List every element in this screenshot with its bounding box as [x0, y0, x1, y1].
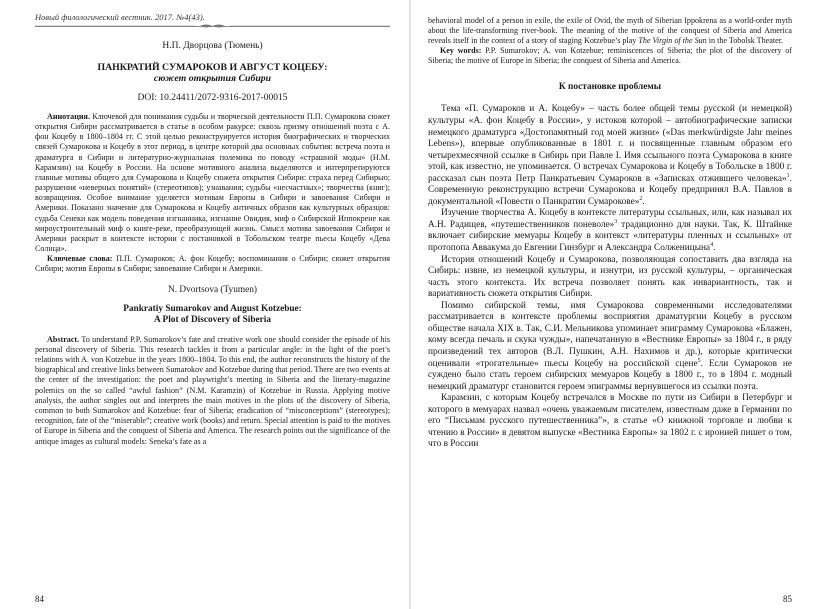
running-header: Новый филологический вестник. 2017. №4(43). [35, 12, 205, 22]
abstract-en [35, 335, 390, 447]
body-paragraph-4: Помимо сибирской темы, имя Сумарокова современными исследователями рассматривается в контексте проблемы восприятия драматургии Коцебу в русском обществе начала XIX в. Так, С.И. Мельникова упоминает эпиграмму Сумарокова «Блажен, кому всегда печаль и скука чужды», напечатанную в «Вестнике Европы» за 1804 г., в ряду произведений тех авторов (В.Л. Пушкин, А.Н. Нахимов и др.), которые критически оценивали «трогательные» пьесы Коцебу на российской сцене$^5$. Если Сумароков не суждено было стать героем сибирских мемуаров Коцебу в 1800 г., то в 1804 г. модный немецкий драматург становится героем эпиграммы вернувшегося из ссылки поэта. [428, 300, 793, 392]
article-author: Н.П. Дворцова (Тюмень) [162, 41, 263, 51]
article-title-en [35, 304, 390, 326]
left-page [0, 0, 408, 609]
abstract-ru [35, 112, 390, 254]
keywords-en-label: Key words: [440, 46, 482, 56]
footnote-ref: 3 [614, 218, 618, 225]
body-paragraph-2: Изучение творчества А. Коцебу в контексте литературы ссыльных, или, как называл их А.Н. Радищев, «путешественников поневоле»$^3$ традиционно для науки. Так, К. Штайнке включает сибирские мемуары Коцебу в контекст «литературы пленных и ссыльных» от протопопа Аввакума до Евгении Гинзбург и Александра Солженицына$^4$. [428, 208, 792, 254]
keywords-label: Ключевые слова: [47, 254, 113, 264]
body-paragraph-5: Карамзин, с которым Коцебу встречался в Москве по пути из Сибири в Петербург и которого в мемуарах назвал «очень уважаемым писателем, известным даже в Германии по его “Письмам русского путешественника”», в статье «О книжной торговле и любви к чтению в России» в девятом выпуске «Вестника Европы» за 1802 г. с иронией пишет о том, что в России [428, 393, 792, 450]
footnote-ref: 5 [697, 357, 701, 364]
keywords-en [428, 46, 792, 66]
footnote-ref: 2 [639, 195, 643, 202]
abstract-label: Аннотация. [47, 112, 90, 121]
keywords-en-text: P.P. Sumarokov; A. von Kotzebue; reminiscences of Siberia; the plot of the discovery of Siberia; the motive of Europe in Siberia; the conquest of Siberia and America. [428, 46, 792, 66]
play-title: The Virgin of the Sun [638, 36, 707, 46]
keywords-text: П.П. Сумароков; А. фон Коцебу; воспоминания о Сибири; сюжет открытия Сибири; мотив Европы в Сибири; завоевание Сибири и Америки. [35, 254, 390, 274]
article-author-en: N. Dvortsova (Tyumen) [168, 284, 257, 295]
abstract-en-text: To understand P.P. Sumarokov’s fate and creative work one should consider the episode of his personal discovery of Siberia. This research tackles it from a particular angle: in the light of the poet’s relations with A. von Kotzebue in the years 1800–1804. To this end, the author reconstructs the history of the biographical and creative links between Sumarokov and Kotzebue during that period. There are two events at the center of the investigation: the poet and playwright’s meeting in Siberia and the literary-magazine polemics on the so called “awful fashion” (N.M. Karamzin) of Kotzebue in Russia. Applying motive analysis, the author singles out and interprets the main motives in the plots of the discovery of Siberia, common to both Sumarokov and Kotzebue: fear of Siberia; eradication of “misconceptions” (stereotypes); recognition, fate of the “miserable”; creative work (books) and return. Special attention is paid to the motives of Europe in Siberia and the conquest of Siberia and America. The research points out the significance of the antique images as cultural models: Seneka’s fate as a [35, 334, 390, 446]
abstract-text: Ключевой для понимания судьбы и творческой деятельности П.П. Сумарокова сюжет открытия Сибири рассматривается в статье в особом ракурсе: сквозь призму отношений поэта с А. фон Коцебу в 1800–1804 гг. С этой целью реконструируется история биографических и творческих связей Сумарокова и Коцебу в этот период, в центре которой два основных события: встреча поэта и драматурга в Сибири и литературно-журнальная полемика по поводу «страшной моды» (Н.М. Карамзин) на Коцебу в России. На основе мотивного анализа выделяются и интерпретируются главные мотивы общего для Сумарокова и Коцебу сюжета открытия Сибири: страха перед Сибирью; разрушения «неверных понятий» (стереотипов); узнавания; судьбы «несчастных»; творчества (книг); возвращения. Особое внимание уделяется мотивам Европы в Сибири и завоевания Сибири и Америки. Показано значение для Сумарокова и Коцебу античных образов как культурных образцов: судьба Сенеки как модель поведения изгнанника, изгнание Овидия, миф о Сибирской Иппокрене как мироустроительный миф о книге-реке, преобразующей жизнь. Смысл мотива завоевания Сибири и Америки раскрыт в контексте истории с постановкой в Тобольском театре пьесы Коцебу «Дева Солнца». [35, 112, 390, 254]
ornament-divider [35, 23, 390, 29]
page-spine [409, 0, 411, 609]
article-title: ПАНКРАТИЙ СУМАРОКОВ И АВГУСТ КОЦЕБУ: [97, 62, 328, 73]
abstract-en-continued: behavioral model of a person in exile, the exile of Ovid, the myth of Siberian Ippokrena as a world-order myth about the life-transforming river-book. The meaning of the motive of the conquest of Siberia and America reveals itself in the context of a story of staging Kotzebue’s play The Virgin of the Sun in the Tobolsk Theater. [428, 16, 792, 46]
title-en-line2: A Plot of Discovery of Siberia [154, 314, 271, 325]
abstract-en-label: Abstract. [47, 334, 80, 344]
right-page [412, 0, 820, 609]
keywords-ru [35, 254, 390, 274]
body-paragraph-1: Тема «П. Сумароков и А. Коцебу» – часть более общей темы русской (и немецкой) культуры «А. фон Коцебу в России», у истоков которой – автобиографические записки немецкого драматурга «Достопамятный год моей жизни» («Das merkwürdigste Jahr meines Lebens»), впервые опубликованные в 1801 г. и посвященные главным образом его четырехмесячной ссылке в Сибирь при Павле I. Имя ссыльного поэта Сумарокова в книге этой, как известно, не упоминается. О встречах Сумарокова и Коцебу в Тобольске в 1800 г. рассказал сын поэта Петр Панкратьевич Сумароков в «Записках отжившего человека»$^1$. Современную реконструкцию встречи Сумарокова и Коцебу предпринял В.А. Павлов в документальной «Повести о Панкратии Сумарокове»$^2$. [428, 104, 792, 207]
page-number-right: 85 [783, 594, 792, 604]
section-heading: К постановке проблемы [558, 82, 662, 93]
footnote-ref: 1 [786, 172, 790, 179]
title-en-line1: Pankratiy Sumarokov and August Kotzebue: [123, 303, 302, 314]
doi: DOI: 10.24411/2072-9316-2017-00015 [137, 93, 288, 103]
footnote-ref: 4 [710, 241, 714, 248]
body-paragraph-3: История отношений Коцебу и Сумарокова, позволяющая сопоставить два взгляда на Сибирь: извне, из немецкой культуры, и изнутри, из русской культуры, – органическая часть этого контекста. Их встреча позволяет понять как инвариантность, так и вариативность сюжета открытия Сибири. [428, 254, 792, 300]
article-subtitle: сюжет открытия Сибири [153, 73, 272, 84]
page-number-left: 84 [35, 594, 44, 604]
